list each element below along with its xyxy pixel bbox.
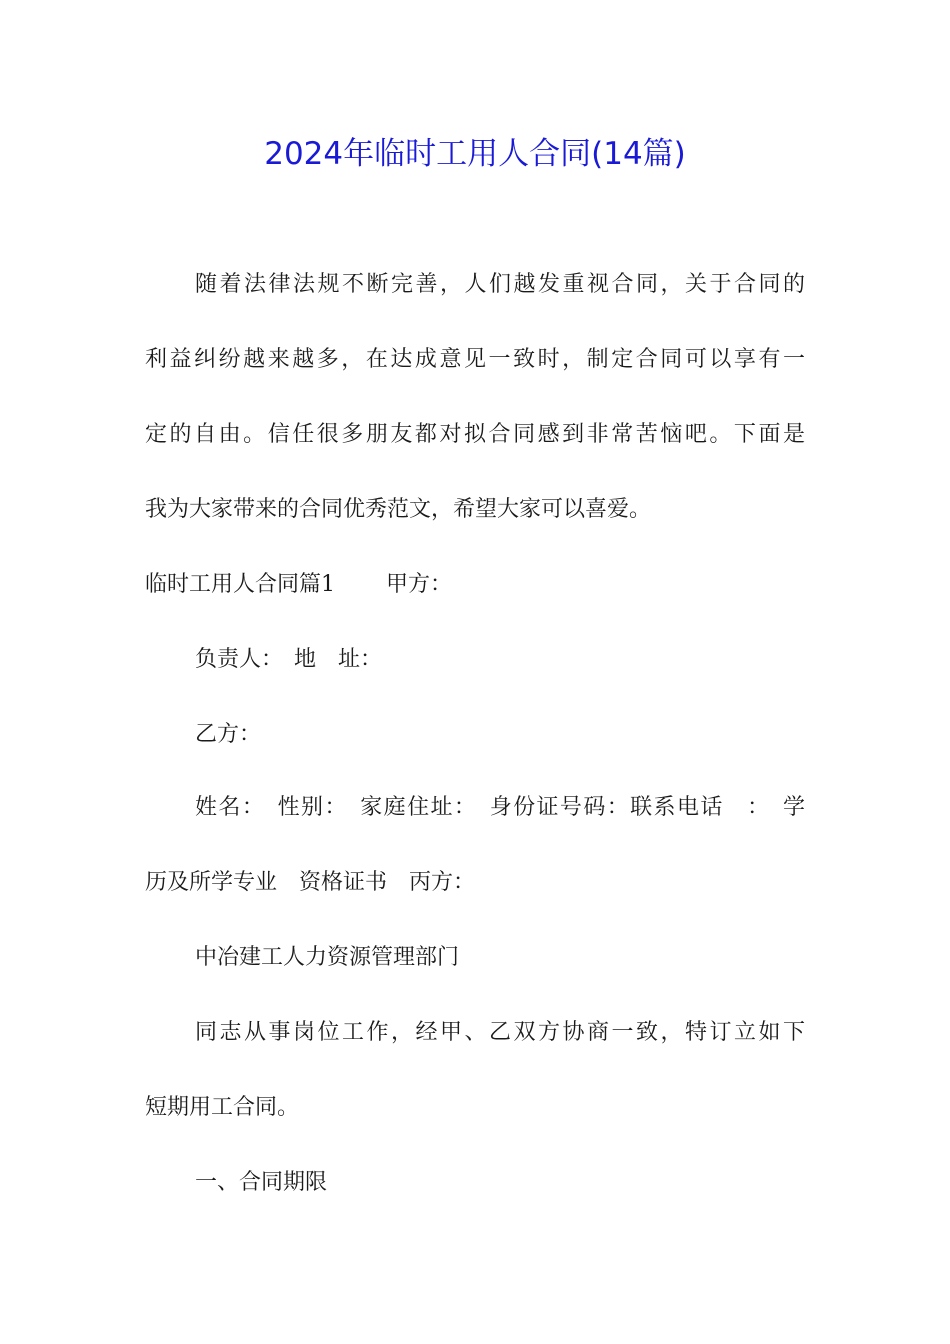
party-b-fields-line-2: 历及所学专业 资格证书 丙方： [145,870,476,895]
party-b-fields-line-1: 姓名： 性别： 家庭住址： 身份证号码：联系电话 ： 学 [195,795,805,820]
intro-line-4: 我为大家带来的合同优秀范文，希望大家可以喜爱。 [145,497,652,522]
agreement-line-2: 短期用工合同。 [145,1095,300,1120]
agreement-line-1: 同志从事岗位工作，经甲、乙双方协商一致，特订立如下 [195,1020,805,1045]
intro-line-3: 定的自由。信任很多朋友都对拟合同感到非常苦恼吧。下面是 [145,422,805,447]
party-c-name: 中冶建工人力资源管理部门 [195,945,460,970]
document-title: 2024年临时工用人合同(14篇) [264,136,686,172]
section-heading: 临时工用人合同篇1 甲方： [145,572,452,597]
party-b-label: 乙方： [195,722,262,747]
intro-line-2: 利益纠纷越来越多，在达成意见一致时，制定合同可以享有一 [145,347,805,372]
intro-line-1: 随着法律法规不断完善，人们越发重视合同，关于合同的 [195,272,805,297]
clause-1-heading: 一、合同期限 [195,1170,328,1195]
party-a-fields: 负责人： 地 址： [195,647,383,672]
